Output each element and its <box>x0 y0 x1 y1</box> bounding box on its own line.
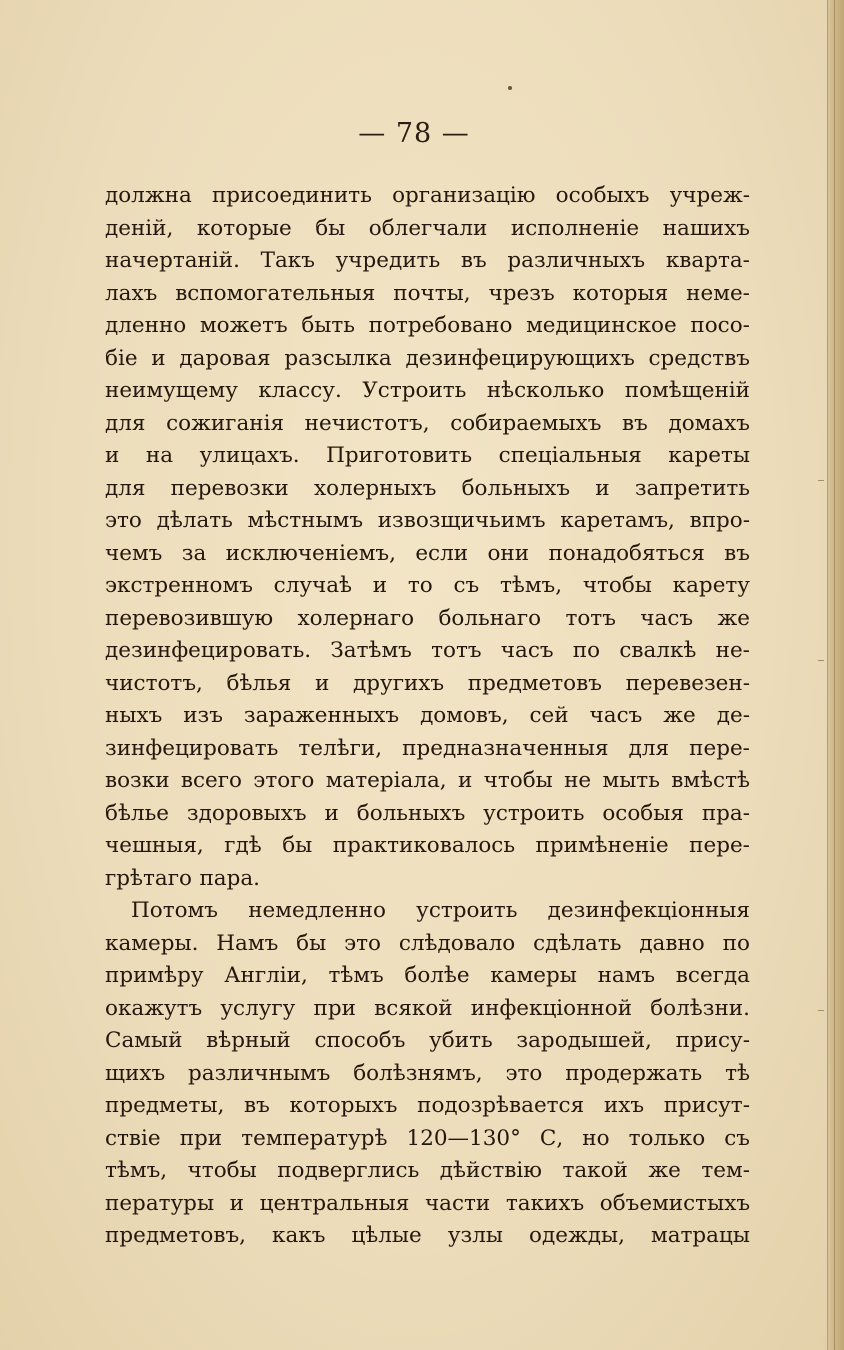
text-line: предметовъ, какъ цѣлые узлы одежды, матрацы <box>105 1223 750 1248</box>
text-line: Потомъ немедленно устроить дезинфекціонныя <box>131 898 750 923</box>
body-text <box>105 180 750 1253</box>
text-line: грѣтаго пара. <box>105 865 261 891</box>
edge-tick <box>818 660 824 661</box>
text-line: щихъ различнымъ болѣзнямъ, это продержать тѣ <box>105 1060 750 1086</box>
text-line: бѣлье здоровыхъ и больныхъ устроить особыя пра- <box>105 800 750 826</box>
text-line: начертаній. Такъ учредить въ различныхъ кварта- <box>105 248 750 273</box>
text-line: для перевозки холерныхъ больныхъ и запретить <box>105 475 750 501</box>
page-number: — 78 — <box>358 118 470 149</box>
text-line: окажутъ услугу при всякой инфекціонной болѣзни. <box>105 995 750 1021</box>
text-line: біе и даровая разсылка дезинфецирующихъ средствъ <box>105 345 750 371</box>
text-line: пературы и центральныя части такихъ объемистыхъ <box>105 1190 750 1216</box>
text-line: чистотъ, бѣлья и другихъ предметовъ перевезен- <box>105 670 750 696</box>
text-line: экстренномъ случаѣ и то съ тѣмъ, чтобы карету <box>105 573 750 598</box>
edge-tick <box>818 1010 824 1011</box>
text-line: ныхъ изъ зараженныхъ домовъ, сей часъ же де- <box>105 703 750 728</box>
text-line: чешныя, гдѣ бы практиковалось примѣненіе пере- <box>105 833 750 858</box>
text-line: чемъ за исключеніемъ, если они понадобяться въ <box>105 540 750 566</box>
page-edge <box>827 0 844 1350</box>
text-line: дезинфецировать. Затѣмъ тотъ часъ по свалкѣ не- <box>105 638 750 663</box>
text-line: лахъ вспомогательныя почты, чрезъ которыя неме- <box>105 280 750 306</box>
edge-tick <box>818 480 824 481</box>
text-line: ствіе при температурѣ 120—130° С, но только съ <box>105 1125 750 1151</box>
text-line: возки всего этого матеріала, и чтобы не мыть вмѣстѣ <box>105 768 750 793</box>
text-line: неимущему классу. Устроить нѣсколько помѣщеній <box>105 378 750 403</box>
text-line: Самый вѣрный способъ убить зародышей, прису- <box>105 1028 750 1053</box>
text-line: это дѣлать мѣстнымъ извозщичьимъ каретамъ, впро- <box>105 508 750 533</box>
page-edge-line <box>834 0 835 1350</box>
text-line: должна присоединить организацію особыхъ учреж- <box>105 183 750 208</box>
text-line: тѣмъ, чтобы подверглись дѣйствію такой же тем- <box>105 1158 750 1183</box>
text-line: зинфецировать телѣги, предназначенныя для пере- <box>105 735 750 761</box>
text-line: камеры. Намъ бы это слѣдовало сдѣлать давно по <box>105 930 750 956</box>
text-line: деній, которые бы облегчали исполненіе нашихъ <box>105 215 750 241</box>
text-line: предметы, въ которыхъ подозрѣвается ихъ присут- <box>105 1093 750 1118</box>
text-line: дленно можетъ быть потребовано медицинское посо- <box>105 313 750 338</box>
text-line: примѣру Англіи, тѣмъ болѣе камеры намъ всегда <box>105 963 750 988</box>
text-line: перевозившую холернаго больнаго тотъ часъ же <box>105 605 750 631</box>
text-line: и на улицахъ. Приготовить спеціальныя кареты <box>105 443 750 468</box>
ink-speck <box>508 86 512 90</box>
text-line: для сожиганія нечистотъ, собираемыхъ въ домахъ <box>105 410 750 436</box>
